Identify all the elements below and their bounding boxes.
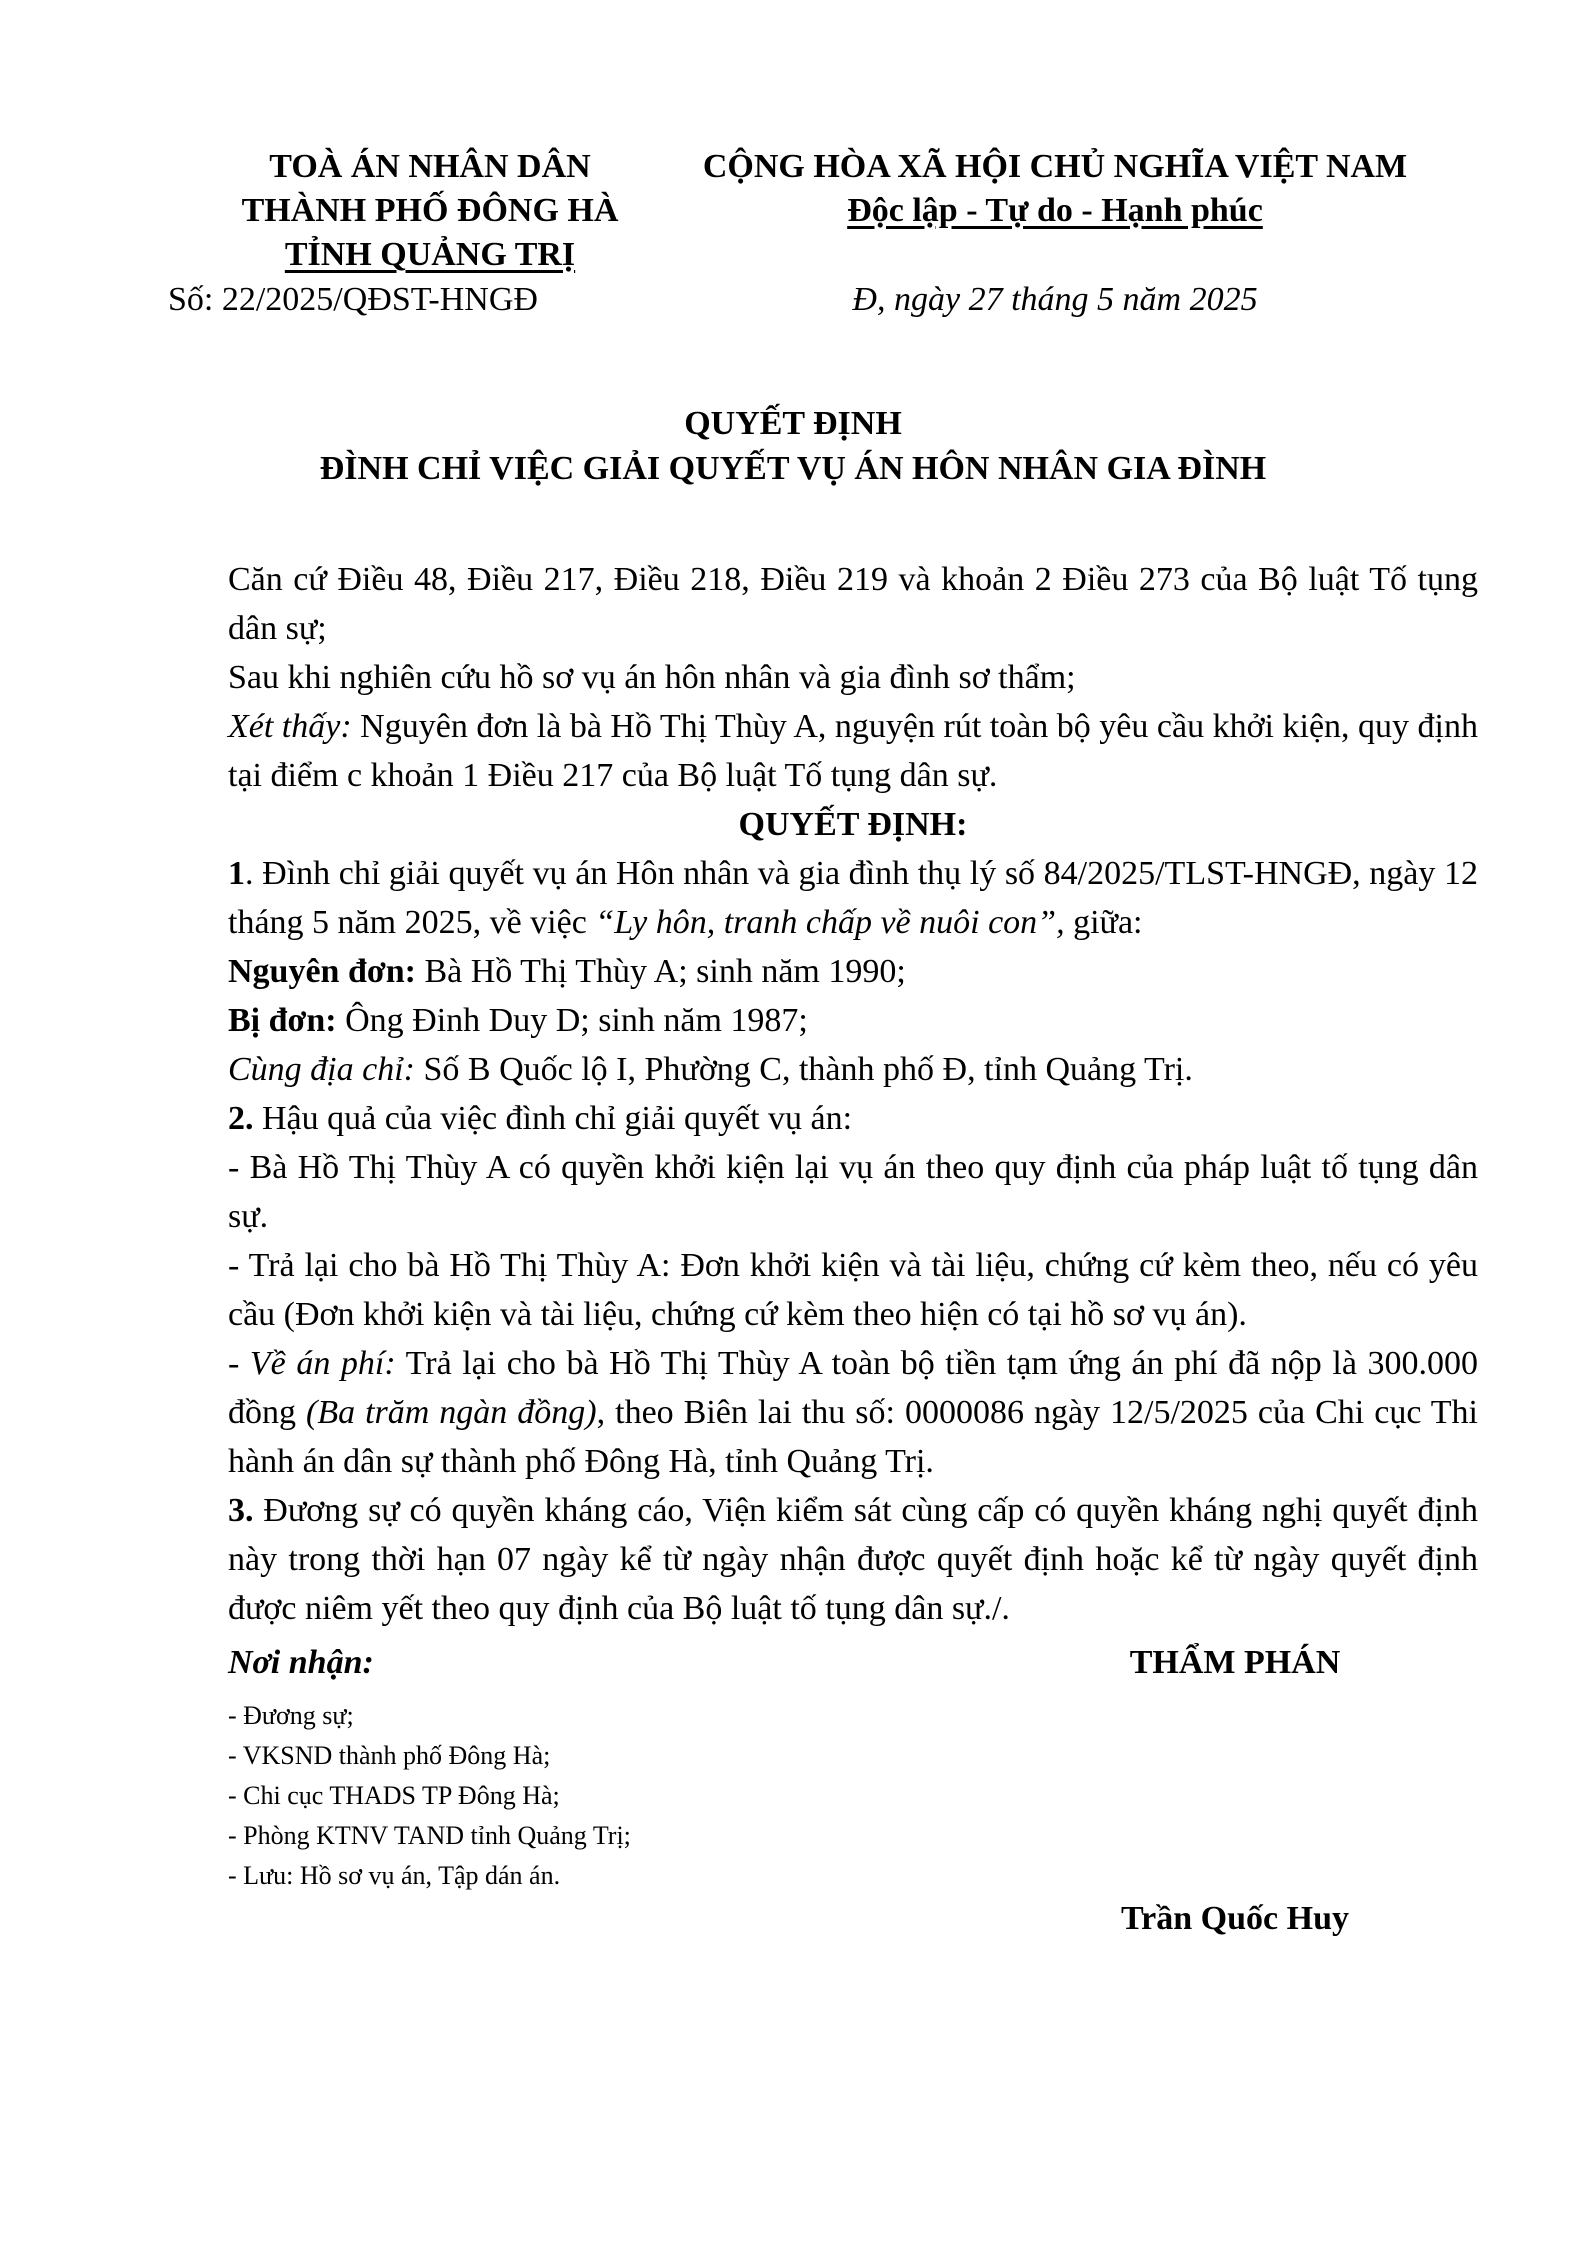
recipient-item: - Chi cục THADS TP Đông Hà;	[228, 1781, 560, 1810]
document-body	[228, 555, 1478, 1633]
nation-motto: Độc lập - Tự do - Hạnh phúc	[847, 192, 1263, 229]
decision-heading: QUYẾT ĐỊNH:	[738, 806, 968, 843]
considering-label: Xét thấy:	[228, 708, 352, 745]
recipient-item: - Phòng KTNV TAND tỉnh Quảng Trị;	[228, 1821, 631, 1850]
signer-name: Trần Quốc Huy	[1121, 1900, 1349, 1937]
court-fee-text-1: Trả lại cho bà Hồ Thị Thùy A toàn bộ tiền tạm ứng án phí đã nộp là 300.000 đồng	[228, 1345, 1478, 1431]
item-2	[228, 1094, 1478, 1143]
issue-date: Đ, ngày 27 tháng 5 năm 2025	[852, 281, 1258, 318]
recipient-item: - Đương sự;	[228, 1701, 354, 1730]
legal-basis: Căn cứ Điều 48, Điều 217, Điều 218, Điều 219 và khoản 2 Điều 273 của Bộ luật Tố tụng dân sự;	[228, 561, 1478, 647]
court-fee-text-2: , theo Biên lai thu số: 0000086 ngày 12/5/2025 của Chi cục Thi hành án dân sự thành phố Đông Hà, tỉnh Quảng Trị.	[228, 1394, 1479, 1480]
recipient-item: - Lưu: Hồ sơ vụ án, Tập dán án.	[228, 1861, 561, 1890]
recipient-item: - VKSND thành phố Đông Hà;	[228, 1741, 551, 1770]
item-1-tail: giữa:	[1064, 904, 1143, 941]
considering-text: Nguyên đơn là bà Hồ Thị Thùy A, nguyện rút toàn bộ yêu cầu khởi kiện, quy định tại điểm c khoản 1 Điều 217 của Bộ luật Tố tụng dân sự.	[228, 708, 1478, 794]
defendant-label: Bị đơn:	[228, 1002, 337, 1039]
address-line	[228, 1045, 1478, 1094]
court-fee-label: - Về án phí:	[228, 1345, 396, 1382]
item-3	[228, 1486, 1478, 1633]
defendant-line	[228, 996, 1478, 1045]
court-fee-words: (Ba trăm ngàn đồng)	[306, 1394, 597, 1431]
item-1-number: 1	[228, 855, 245, 892]
court-name-line1: TOÀ ÁN NHÂN DÂN	[269, 148, 591, 185]
recipients-block	[228, 1640, 928, 1896]
document-title: QUYẾT ĐỊNH	[684, 405, 902, 442]
case-name: “Ly hôn, tranh chấp về nuôi con”,	[595, 904, 1065, 941]
address-text: Số B Quốc lộ I, Phường C, thành phố Đ, tỉnh Quảng Trị.	[414, 1051, 1193, 1088]
review-statement: Sau khi nghiên cứu hồ sơ vụ án hôn nhân và gia đình sơ thẩm;	[228, 659, 1076, 696]
item-2-b: - Trả lại cho bà Hồ Thị Thùy A: Đơn khởi kiện và tài liệu, chứng cứ kèm theo, nếu có yêu cầu (Đơn khởi kiện và tài liệu, chứng cứ kèm theo hiện có tại hồ sơ vụ án).	[228, 1247, 1478, 1333]
court-name-line3: TỈNH QUẢNG TRỊ	[284, 236, 576, 273]
signer-title: THẨM PHÁN	[1129, 1644, 1341, 1681]
item-1-text: . Đình chỉ giải quyết vụ án Hôn nhân và gia đình thụ lý số 84/2025/TLST-HNGĐ, ngày 12 tháng 5 năm 2025, về việc	[228, 855, 1478, 941]
item-3-number: 3.	[228, 1492, 254, 1529]
plaintiff-text: Bà Hồ Thị Thùy A; sinh năm 1990;	[415, 953, 906, 990]
recipients-title: Nơi nhận:	[228, 1644, 374, 1681]
plaintiff-line	[228, 947, 1478, 996]
item-1	[228, 849, 1478, 947]
document-subtitle: ĐÌNH CHỈ VIỆC GIẢI QUYẾT VỤ ÁN HÔN NHÂN GIA ĐÌNH	[319, 450, 1267, 487]
decision-number: Số: 22/2025/QĐST-HNGĐ	[168, 281, 538, 318]
item-2-text: Hậu quả của việc đình chỉ giải quyết vụ án:	[253, 1100, 853, 1137]
plaintiff-label: Nguyên đơn:	[228, 953, 416, 990]
court-fee-paragraph	[228, 1339, 1478, 1486]
item-3-text: Đương sự có quyền kháng cáo, Viện kiểm sát cùng cấp có quyền kháng nghị quyết định này trong thời hạn 07 ngày kể từ ngày nhận được quyết định hoặc kể từ ngày quyết định được niêm yết theo quy định của Bộ luật tố tụng dân sự./.	[228, 1492, 1478, 1627]
item-2-a: - Bà Hồ Thị Thùy A có quyền khởi kiện lại vụ án theo quy định của pháp luật tố tụng dân sự.	[228, 1149, 1478, 1235]
court-header	[168, 145, 660, 318]
address-label: Cùng địa chỉ:	[228, 1051, 415, 1088]
signature-block	[1000, 1640, 1470, 1942]
court-name-line2: THÀNH PHỐ ĐÔNG HÀ	[241, 192, 619, 229]
nation-name: CỘNG HÒA XÃ HỘI CHỦ NGHĨA VIỆT NAM	[702, 148, 1408, 185]
defendant-text: Ông Đinh Duy D; sinh năm 1987;	[336, 1002, 808, 1039]
nation-header	[660, 145, 1450, 322]
item-2-number: 2.	[228, 1100, 254, 1137]
considering-paragraph	[228, 702, 1478, 800]
